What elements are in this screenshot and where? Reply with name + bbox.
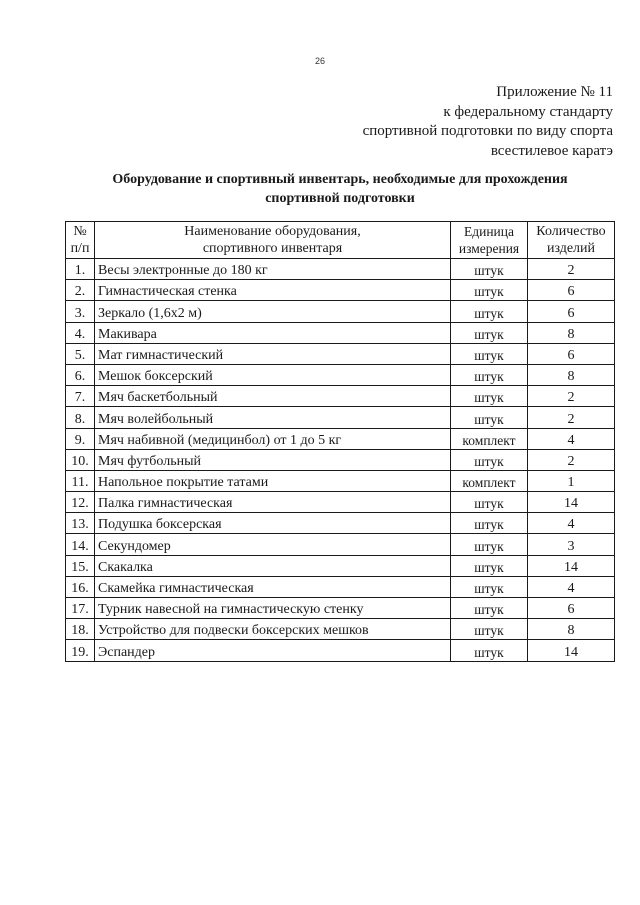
row-number: 5. <box>66 343 95 364</box>
table-row <box>66 640 615 661</box>
row-item-name: Напольное покрытие татами <box>95 470 451 491</box>
equipment-table <box>65 221 615 662</box>
header-number-line-1: № <box>73 224 87 239</box>
table-row <box>66 428 615 449</box>
row-item-name: Скамейка гимнастическая <box>95 576 451 597</box>
row-quantity: 2 <box>528 259 615 280</box>
table-row <box>66 449 615 470</box>
table-row <box>66 364 615 385</box>
row-unit: штук <box>451 364 528 385</box>
row-unit: штук <box>451 619 528 640</box>
header-name-line-1: Наименование оборудования, <box>184 224 361 239</box>
row-number: 3. <box>66 301 95 322</box>
row-item-name: Секундомер <box>95 534 451 555</box>
row-unit: комплект <box>451 428 528 449</box>
table-row <box>66 619 615 640</box>
row-number: 10. <box>66 449 95 470</box>
row-unit: комплект <box>451 470 528 491</box>
row-unit: штук <box>451 598 528 619</box>
row-number: 1. <box>66 259 95 280</box>
header-number-line-2: п/п <box>70 241 90 256</box>
row-number: 4. <box>66 322 95 343</box>
row-quantity: 1 <box>528 470 615 491</box>
header-quantity <box>528 222 615 259</box>
appendix-line-3: спортивной подготовки по виду спорта <box>362 123 613 139</box>
row-unit: штук <box>451 301 528 322</box>
row-number: 6. <box>66 364 95 385</box>
table-header-row <box>66 222 615 259</box>
row-quantity: 8 <box>528 322 615 343</box>
row-number: 17. <box>66 598 95 619</box>
table-row <box>66 322 615 343</box>
row-quantity: 6 <box>528 598 615 619</box>
row-quantity: 4 <box>528 513 615 534</box>
title-line-1: Оборудование и спортивный инвентарь, необходимые для прохождения <box>112 172 568 187</box>
table-row <box>66 301 615 322</box>
row-number: 13. <box>66 513 95 534</box>
row-quantity: 6 <box>528 280 615 301</box>
row-number: 19. <box>66 640 95 661</box>
row-item-name: Гимнастическая стенка <box>95 280 451 301</box>
row-quantity: 4 <box>528 576 615 597</box>
table-row <box>66 555 615 576</box>
row-item-name: Турник навесной на гимнастическую стенку <box>95 598 451 619</box>
row-item-name: Скакалка <box>95 555 451 576</box>
row-quantity: 14 <box>528 492 615 513</box>
row-quantity: 3 <box>528 534 615 555</box>
row-quantity: 6 <box>528 343 615 364</box>
row-unit: штук <box>451 280 528 301</box>
table-row <box>66 598 615 619</box>
row-unit: штук <box>451 386 528 407</box>
row-quantity: 2 <box>528 407 615 428</box>
row-item-name: Мяч волейбольный <box>95 407 451 428</box>
row-number: 9. <box>66 428 95 449</box>
row-unit: штук <box>451 407 528 428</box>
row-quantity: 8 <box>528 364 615 385</box>
header-quantity-line-1: Количество <box>536 224 606 239</box>
table-row <box>66 343 615 364</box>
row-item-name: Весы электронные до 180 кг <box>95 259 451 280</box>
header-unit-line-1: Единица <box>463 224 514 239</box>
header-number <box>66 222 95 259</box>
row-unit: штук <box>451 343 528 364</box>
row-number: 12. <box>66 492 95 513</box>
title-line-2: спортивной подготовки <box>265 191 415 206</box>
table-row <box>66 280 615 301</box>
row-item-name: Мяч футбольный <box>95 449 451 470</box>
row-item-name: Палка гимнастическая <box>95 492 451 513</box>
row-number: 16. <box>66 576 95 597</box>
row-unit: штук <box>451 449 528 470</box>
table-row <box>66 259 615 280</box>
appendix-line-4: всестилевое каратэ <box>490 142 613 159</box>
header-quantity-line-2: изделий <box>546 241 596 256</box>
row-quantity: 4 <box>528 428 615 449</box>
row-number: 14. <box>66 534 95 555</box>
row-number: 15. <box>66 555 95 576</box>
row-item-name: Мешок боксерский <box>95 364 451 385</box>
header-name <box>95 222 451 259</box>
appendix-line-1: Приложение № 11 <box>496 84 613 100</box>
row-unit: штук <box>451 492 528 513</box>
row-item-name: Макивара <box>95 322 451 343</box>
document-title <box>60 170 620 208</box>
row-item-name: Мяч баскетбольный <box>95 386 451 407</box>
row-number: 2. <box>66 280 95 301</box>
row-number: 11. <box>66 470 95 491</box>
table-row <box>66 513 615 534</box>
row-item-name: Мяч набивной (медицинбол) от 1 до 5 кг <box>95 428 451 449</box>
header-unit <box>451 222 528 259</box>
table-row <box>66 534 615 555</box>
row-quantity: 2 <box>528 449 615 470</box>
table-row <box>66 470 615 491</box>
table-row <box>66 386 615 407</box>
row-item-name: Зеркало (1,6х2 м) <box>95 301 451 322</box>
row-quantity: 14 <box>528 555 615 576</box>
row-unit: штук <box>451 555 528 576</box>
row-item-name: Устройство для подвески боксерских мешков <box>95 619 451 640</box>
table-row <box>66 407 615 428</box>
row-number: 18. <box>66 619 95 640</box>
row-unit: штук <box>451 576 528 597</box>
appendix-line-2: к федеральному стандарту <box>443 103 613 120</box>
row-item-name: Мат гимнастический <box>95 343 451 364</box>
row-item-name: Эспандер <box>95 640 451 661</box>
row-unit: штук <box>451 640 528 661</box>
table-row <box>66 576 615 597</box>
row-unit: штук <box>451 322 528 343</box>
row-unit: штук <box>451 513 528 534</box>
row-quantity: 2 <box>528 386 615 407</box>
row-quantity: 8 <box>528 619 615 640</box>
row-item-name: Подушка боксерская <box>95 513 451 534</box>
header-unit-line-2: измерения <box>458 241 520 256</box>
row-number: 7. <box>66 386 95 407</box>
header-name-line-2: спортивного инвентаря <box>202 241 343 256</box>
row-quantity: 14 <box>528 640 615 661</box>
row-unit: штук <box>451 259 528 280</box>
row-number: 8. <box>66 407 95 428</box>
appendix-block <box>363 83 613 161</box>
table-row <box>66 492 615 513</box>
page-number: 26 <box>314 56 325 66</box>
row-quantity: 6 <box>528 301 615 322</box>
row-unit: штук <box>451 534 528 555</box>
